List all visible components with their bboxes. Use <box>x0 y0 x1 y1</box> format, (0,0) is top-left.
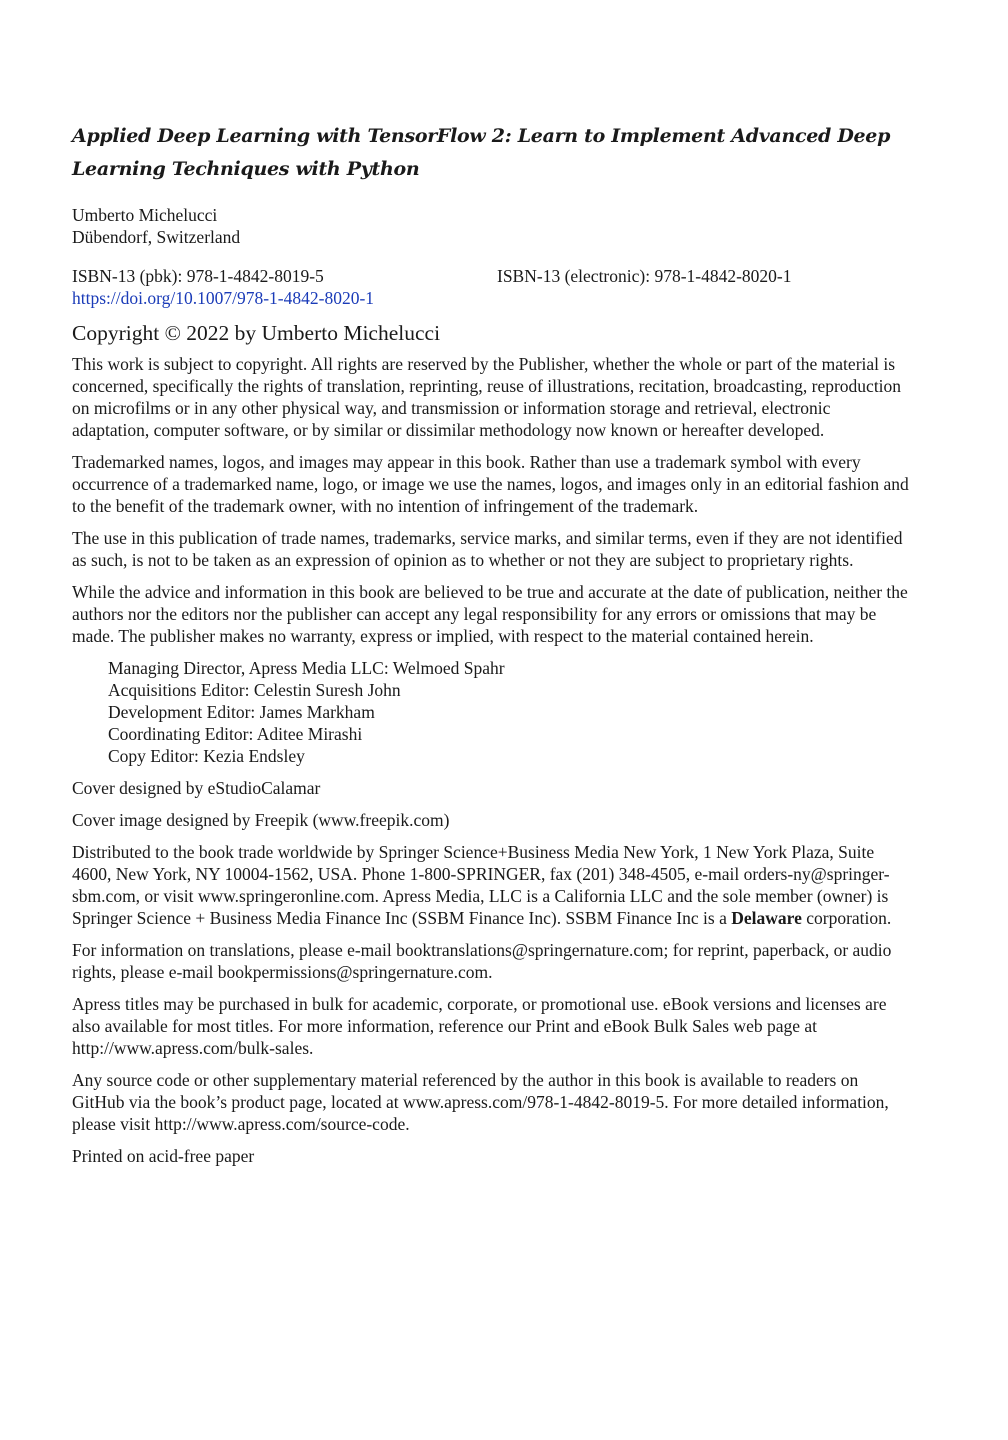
distribution-bold-word: Delaware <box>731 908 802 928</box>
staff-list <box>108 657 912 767</box>
distribution-paragraph <box>72 841 912 929</box>
staff-copy-editor: Copy Editor: Kezia Endsley <box>108 746 305 766</box>
isbn-electronic: ISBN-13 (electronic): 978-1-4842-8020-1 <box>497 266 792 286</box>
isbn-row <box>72 265 912 287</box>
doi-link[interactable]: https://doi.org/10.1007/978-1-4842-8020-1 <box>72 288 375 308</box>
isbn-print: ISBN-13 (pbk): 978-1-4842-8019-5 <box>72 266 324 286</box>
cover-designer: Cover designed by eStudioCalamar <box>72 778 321 798</box>
author-block <box>72 204 912 248</box>
rights-paragraph: This work is subject to copyright. All rights are reserved by the Publisher, whether the whole or part of the material is concerned, specifically the rights of translation, reprinting, reuse of illustrations, recitation, broadcasting, reproduction on microfilms or in any other physical way, and transmission or information storage and retrieval, electronic adaptation, computer software, or by similar or dissimilar methodology now known or hereafter developed. <box>72 354 902 440</box>
translations-paragraph: For information on translations, please e-mail booktranslations@springernature.com; for reprint, paperback, or audio rights, please e-mail bookpermissions@springernature.com. <box>72 940 892 982</box>
trademarks-paragraph: Trademarked names, logos, and images may appear in this book. Rather than use a trademark symbol with every occurrence of a trademarked name, logo, or image we use the names, logos, and images only in an editorial fashion and to the benefit of the trademark owner, with no intention of infringement of the trademark. <box>72 452 909 516</box>
copyright-heading: Copyright © 2022 by Umberto Michelucci <box>72 321 441 345</box>
source-code-paragraph: Any source code or other supplementary material referenced by the author in this book is available to readers on GitHub via the book’s product page, located at www.apress.com/978-1-4842-8019-5. For more detailed information, please visit http://www.apress.com/source-code. <box>72 1070 889 1134</box>
distribution-text: Distributed to the book trade worldwide by Springer Science+Business Media New York, 1 New York Plaza, Suite 4600, New York, NY 10004-1562, USA. Phone 1-800-SPRINGER, fax (201) 348-4505, e-mail orders-ny@springer-sbm.com, or visit www.springeronline.com. Apress Media, LLC is a California LLC and the sole member (owner) is Springer Science + Business Media Finance Inc (SSBM Finance Inc). SSBM Finance Inc is a <box>72 842 890 928</box>
printed-note: Printed on acid-free paper <box>72 1146 255 1166</box>
staff-managing-director: Managing Director, Apress Media LLC: Welmoed Spahr <box>108 658 505 678</box>
cover-image-credit: Cover image designed by Freepik (www.freepik.com) <box>72 810 450 830</box>
author-name: Umberto Michelucci <box>72 205 218 225</box>
distribution-text-end: corporation. <box>801 908 892 928</box>
staff-development-editor: Development Editor: James Markham <box>108 702 375 722</box>
trade-names-paragraph: The use in this publication of trade names, trademarks, service marks, and similar terms, even if they are not identified as such, is not to be taken as an expression of opinion as to whether or not they are subject to proprietary rights. <box>72 528 903 570</box>
copyright-page <box>72 120 912 1177</box>
staff-coordinating-editor: Coordinating Editor: Aditee Mirashi <box>108 724 363 744</box>
staff-acquisitions-editor: Acquisitions Editor: Celestin Suresh John <box>108 680 401 700</box>
book-title: Applied Deep Learning with TensorFlow 2: Learn to Implement Advanced Deep Learning Techniques with Python <box>72 125 891 180</box>
author-location: Dübendorf, Switzerland <box>72 227 241 247</box>
advice-paragraph: While the advice and information in this book are believed to be true and accurate at the date of publication, neither the authors nor the editors nor the publisher can accept any legal responsibility for any errors or omissions that may be made. The publisher makes no warranty, express or implied, with respect to the material contained herein. <box>72 582 908 646</box>
bulk-sales-paragraph: Apress titles may be purchased in bulk for academic, corporate, or promotional use. eBook versions and licenses are also available for most titles. For more information, reference our Print and eBook Bulk Sales web page at http://www.apress.com/bulk-sales. <box>72 994 887 1058</box>
